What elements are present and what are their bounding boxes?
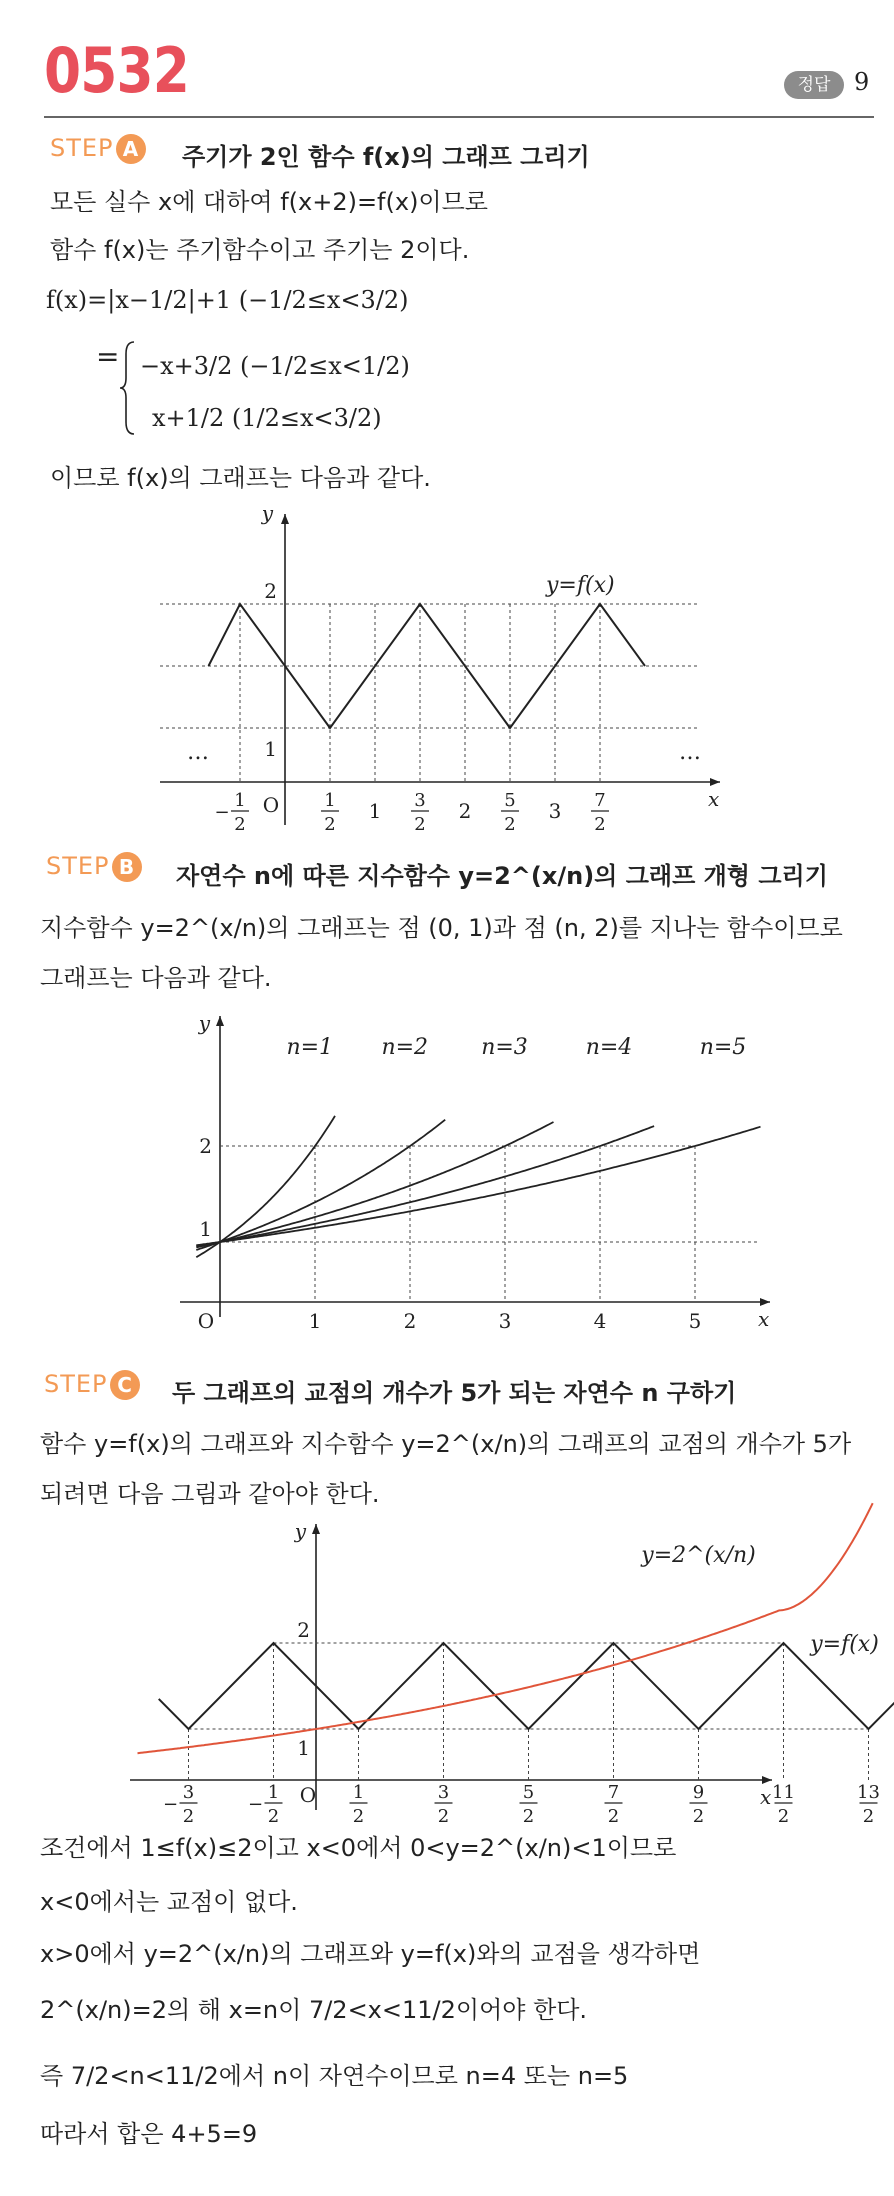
x-tick-3: 1 — [368, 799, 382, 823]
axis-x-label: x — [760, 1785, 772, 1809]
f-curve-label: y=f(x) — [810, 1632, 879, 1657]
x-tick-8-num: 11 — [772, 1782, 795, 1803]
x-tick-8-den: 2 — [594, 814, 606, 835]
step-c-letter: C — [110, 1370, 140, 1400]
exp-curve-n4 — [196, 1126, 654, 1246]
axis-x-label: x — [708, 787, 720, 811]
step-a-letter: A — [116, 134, 146, 164]
y-axis-arrow-icon — [216, 1016, 224, 1026]
x-tick-0-den: 2 — [234, 814, 246, 835]
graph-b-content — [180, 1011, 770, 1333]
y-tick-2: 2 — [264, 579, 277, 603]
exp-curve-n3 — [196, 1122, 553, 1247]
problem-number: 0532 — [44, 34, 189, 107]
conclusion-line2: x<0에서는 교점이 없다. — [40, 1888, 298, 1916]
step-c-label: STEP — [44, 1370, 108, 1398]
x-tick-8-den: 2 — [777, 1806, 790, 1827]
step-b-letter: B — [112, 852, 142, 882]
x-tick-1-den: 2 — [267, 1806, 280, 1827]
x-tick-9-den: 2 — [862, 1806, 875, 1827]
step-a-line2: 함수 f(x)는 주기함수이고 주기는 2이다. — [50, 236, 470, 264]
exp-curve — [138, 1503, 873, 1753]
series-label-n2: n=2 — [381, 1035, 429, 1060]
x-tick-7-den: 2 — [692, 1806, 705, 1827]
series-label-n5: n=5 — [699, 1035, 747, 1060]
graph-c-content — [130, 1503, 894, 1827]
x-tick-5-num: 5 — [522, 1782, 535, 1803]
series-label-n1: n=1 — [286, 1035, 334, 1060]
x-axis-arrow-icon — [760, 1298, 770, 1306]
series-label-n3: n=3 — [481, 1035, 528, 1060]
step-b-title: 자연수 n에 따른 지수함수 y=2^(x/n)의 그래프 개형 그리기 — [176, 862, 828, 890]
equation-3: x+1/2 (1/2≤x<3/2) — [152, 404, 382, 432]
x-tick-4-num: 3 — [414, 790, 426, 811]
x-tick-6-num: 5 — [504, 790, 516, 811]
x-tick-3: 3 — [498, 1309, 512, 1333]
x-tick-1: 1 — [308, 1309, 322, 1333]
step-b-line1: 지수함수 y=2^(x/n)의 그래프는 점 (0, 1)과 점 (n, 2)를 지나는 함수이므로 — [40, 914, 843, 942]
answer-badge: 정답 — [784, 71, 844, 99]
answer-value: 9 — [854, 68, 870, 96]
x-tick-0-den: 2 — [182, 1806, 195, 1827]
equation-1: f(x)=|x−1/2|+1 (−1/2≤x<3/2) — [46, 286, 409, 314]
y-axis-arrow-icon — [312, 1524, 320, 1534]
x-tick-0-num: 1 — [234, 790, 246, 811]
step-c-header — [44, 1370, 140, 1400]
graph-a — [180, 501, 740, 835]
brace-icon — [118, 340, 138, 436]
x-axis-arrow-icon — [710, 778, 720, 786]
x-tick-2-den: 2 — [324, 814, 336, 835]
x-tick-3-num: 1 — [352, 1782, 365, 1803]
conclusion-line6: 따라서 합은 4+5=9 — [40, 2120, 258, 2148]
x-tick-4: 4 — [593, 1309, 607, 1333]
x-axis-arrow-icon — [762, 1776, 772, 1784]
x-tick-4-num: 3 — [437, 1782, 450, 1803]
x-tick-0: O — [197, 1309, 215, 1333]
graph-a-content — [160, 501, 720, 835]
x-tick-4-den: 2 — [437, 1806, 450, 1827]
x-tick-9-num: 13 — [857, 1782, 880, 1803]
y-tick-2: 2 — [297, 1618, 310, 1642]
x-tick-1-minus: − — [247, 1794, 264, 1815]
step-a-title: 주기가 2인 함수 f(x)의 그래프 그리기 — [182, 143, 590, 171]
x-tick-0-minus: − — [162, 1794, 179, 1815]
conclusion-line3: x>0에서 y=2^(x/n)의 그래프와 y=f(x)와의 교점을 생각하면 — [40, 1940, 701, 1968]
step-a-line3: 이므로 f(x)의 그래프는 다음과 같다. — [50, 464, 431, 492]
series-label-n4: n=4 — [585, 1035, 633, 1060]
x-tick-7-num: 9 — [692, 1782, 705, 1803]
x-tick-6-num: 7 — [607, 1782, 620, 1803]
conclusion-line1: 조건에서 1≤f(x)≤2이고 x<0에서 0<y=2^(x/n)<1이므로 — [40, 1834, 677, 1862]
origin-label: O — [262, 793, 280, 817]
equation-equals: = — [96, 340, 120, 373]
equation-2: −x+3/2 (−1/2≤x<1/2) — [140, 352, 410, 380]
step-b-label: STEP — [46, 852, 110, 880]
y-axis-arrow-icon — [281, 514, 289, 524]
step-c-line2: 되려면 다음 그림과 같아야 한다. — [40, 1480, 380, 1508]
header-rule — [44, 116, 874, 118]
x-tick-5: 5 — [688, 1309, 702, 1333]
x-tick-2: 2 — [403, 1309, 417, 1333]
x-tick-4-den: 2 — [414, 814, 426, 835]
y-tick-2: 2 — [199, 1134, 212, 1158]
graph-b — [170, 1012, 790, 1332]
x-tick-1-num: 1 — [267, 1782, 280, 1803]
conclusion-line4: 2^(x/n)=2의 해 x=n이 7/2<x<11/2이어야 한다. — [40, 1996, 588, 2024]
x-tick-0-minus: − — [214, 802, 230, 823]
x-tick-6-den: 2 — [607, 1806, 620, 1827]
step-b-header — [46, 852, 142, 882]
axis-y-label: y — [261, 501, 273, 525]
x-tick-5-den: 2 — [522, 1806, 535, 1827]
step-b-line2: 그래프는 다음과 같다. — [40, 964, 272, 992]
step-a-header — [50, 134, 146, 164]
axis-y-label: y — [294, 1519, 306, 1543]
x-tick-3-den: 2 — [352, 1806, 365, 1827]
graph-c — [160, 1519, 880, 1830]
axis-x-label: x — [758, 1307, 770, 1331]
ellipsis-right: … — [679, 740, 701, 765]
y-tick-1: 1 — [199, 1217, 212, 1241]
x-tick-7: 3 — [548, 799, 562, 823]
step-a-label: STEP — [50, 134, 114, 162]
x-tick-6-den: 2 — [504, 814, 516, 835]
f-curve-label: y=f(x) — [546, 573, 615, 598]
y-tick-1: 1 — [264, 737, 277, 761]
axis-y-label: y — [198, 1011, 210, 1035]
x-tick-2-num: 1 — [324, 790, 336, 811]
x-tick-5: 2 — [458, 799, 472, 823]
x-tick-8-num: 7 — [594, 790, 606, 811]
origin-label: O — [299, 1783, 317, 1807]
y-tick-1: 1 — [297, 1736, 310, 1760]
step-a-line1: 모든 실수 x에 대하여 f(x+2)=f(x)이므로 — [50, 188, 488, 216]
x-tick-0-num: 3 — [182, 1782, 195, 1803]
exp-curve-label: y=2^(x/n) — [641, 1543, 756, 1568]
ellipsis-left: … — [187, 740, 209, 765]
step-c-line1: 함수 y=f(x)의 그래프와 지수함수 y=2^(x/n)의 그래프의 교점의 개수가 5가 — [40, 1430, 852, 1458]
step-c-title: 두 그래프의 교점의 개수가 5가 되는 자연수 n 구하기 — [172, 1379, 737, 1407]
conclusion-line5: 즉 7/2<n<11/2에서 n이 자연수이므로 n=4 또는 n=5 — [40, 2062, 629, 2090]
